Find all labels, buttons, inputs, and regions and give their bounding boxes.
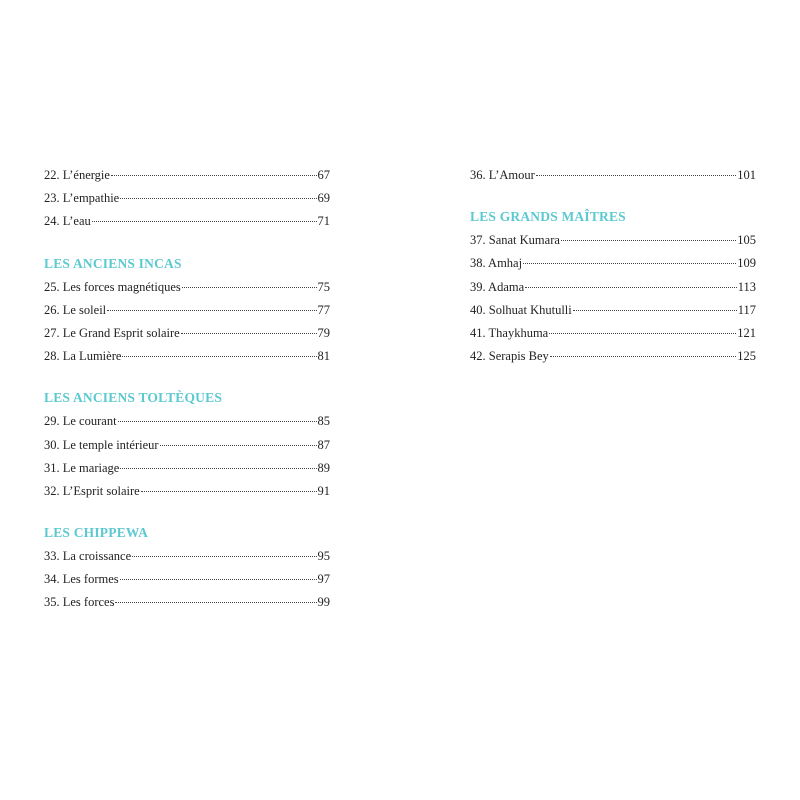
toc-left-column (44, 164, 330, 615)
toc-entry[interactable] (44, 434, 330, 457)
toc-entry-page: 113 (737, 279, 756, 294)
dot-leader (549, 333, 736, 334)
dot-leader (111, 175, 317, 176)
toc-entry-title: 41. Thaykhuma (470, 325, 549, 340)
toc-entry-title: 28. La Lumière (44, 349, 122, 364)
toc-entry-page: 81 (317, 349, 330, 364)
dot-leader (132, 556, 316, 557)
toc-entry[interactable] (44, 457, 330, 480)
toc-entry[interactable] (470, 229, 756, 252)
section-heading-chippewa: LES CHIPPEWA (44, 525, 149, 541)
section-gap (44, 368, 330, 386)
toc-entry-title: 36. L’Amour (470, 168, 535, 182)
dot-leader (525, 287, 737, 288)
toc-entry-title: 27. Le Grand Esprit solaire (44, 325, 180, 340)
toc-entry-title: 31. Le mariage (44, 460, 120, 475)
dot-leader (550, 356, 736, 357)
toc-entry-title: 32. L’Esprit solaire (44, 483, 140, 498)
section-gap (44, 234, 330, 252)
dot-leader (182, 287, 317, 288)
toc-entry-title: 23. L’empathie (44, 191, 120, 206)
toc-entry-page: 87 (317, 437, 330, 452)
toc-entry[interactable] (44, 322, 330, 345)
toc-entry-page: 97 (317, 572, 330, 587)
toc-entry-page: 69 (317, 191, 330, 206)
section-gap (44, 503, 330, 521)
dot-leader (107, 310, 316, 311)
dot-leader (160, 445, 317, 446)
dot-leader (122, 356, 316, 357)
toc-entry-title: 22. L’énergie (44, 168, 110, 182)
toc-entry-page: 75 (317, 279, 330, 294)
toc-entry-page: 89 (317, 460, 330, 475)
toc-entry-title: 24. L’eau (44, 214, 91, 229)
toc-entry[interactable] (44, 568, 330, 591)
toc-entry-title: 37. Sanat Kumara (470, 233, 560, 248)
toc-entry[interactable] (44, 480, 330, 503)
toc-entry[interactable] (470, 252, 756, 275)
dot-leader (92, 221, 317, 222)
toc-right-column (470, 164, 756, 368)
section-heading-tolteques: LES ANCIENS TOLTÈQUES (44, 390, 223, 406)
toc-entry-page: 105 (737, 233, 756, 248)
toc-entry[interactable] (44, 164, 330, 187)
toc-entry-title: 25. Les forces magnétiques (44, 279, 181, 294)
toc-entry-page: 67 (317, 168, 330, 182)
toc-entry[interactable] (44, 410, 330, 433)
toc-entry-page: 117 (737, 302, 756, 317)
toc-entry[interactable] (44, 591, 330, 614)
dot-leader (141, 491, 317, 492)
toc-entry-title: 30. Le temple intérieur (44, 437, 159, 452)
toc-entry[interactable] (44, 210, 330, 233)
toc-entry-page: 79 (317, 325, 330, 340)
toc-entry[interactable] (44, 276, 330, 299)
toc-entry-page: 121 (737, 325, 756, 340)
dot-leader (181, 333, 317, 334)
section-gap (470, 187, 756, 205)
toc-entry-title: 26. Le soleil (44, 302, 107, 317)
toc-entry-page: 125 (737, 349, 756, 364)
toc-entry[interactable] (44, 299, 330, 322)
toc-entry-page: 85 (317, 414, 330, 429)
dot-leader (523, 263, 736, 264)
section-heading-maitres: LES GRANDS MAÎTRES (470, 209, 626, 225)
toc-entry-page: 91 (317, 483, 330, 498)
toc-entry-title: 33. La croissance (44, 549, 132, 564)
toc-entry-page: 77 (317, 302, 330, 317)
toc-entry-title: 40. Solhuat Khutulli (470, 302, 572, 317)
toc-entry-title: 35. Les forces (44, 595, 115, 610)
toc-entry[interactable] (470, 299, 756, 322)
dot-leader (573, 310, 737, 311)
toc-entry-title: 39. Adama (470, 279, 525, 294)
dot-leader (115, 602, 316, 603)
toc-entry-title: 29. Le courant (44, 414, 117, 429)
toc-entry-title: 38. Amhaj (470, 256, 523, 271)
dot-leader (536, 175, 736, 176)
toc-entry[interactable] (44, 187, 330, 210)
toc-entry-page: 71 (317, 214, 330, 229)
dot-leader (561, 240, 736, 241)
toc-entry-title: 42. Serapis Bey (470, 349, 549, 364)
toc-entry[interactable] (470, 164, 756, 187)
toc-entry-page: 99 (317, 595, 330, 610)
toc-entry-title: 34. Les formes (44, 572, 119, 587)
dot-leader (120, 579, 317, 580)
toc-entry-page: 109 (737, 256, 756, 271)
section-heading-incas: LES ANCIENS INCAS (44, 255, 182, 271)
toc-entry[interactable] (470, 345, 756, 368)
toc-entry[interactable] (44, 545, 330, 568)
toc-entry-page: 95 (317, 549, 330, 564)
dot-leader (120, 468, 316, 469)
dot-leader (120, 198, 316, 199)
toc-entry-page: 101 (737, 168, 756, 182)
toc-entry[interactable] (470, 276, 756, 299)
toc-entry[interactable] (470, 322, 756, 345)
dot-leader (118, 421, 317, 422)
toc-entry[interactable] (44, 345, 330, 368)
